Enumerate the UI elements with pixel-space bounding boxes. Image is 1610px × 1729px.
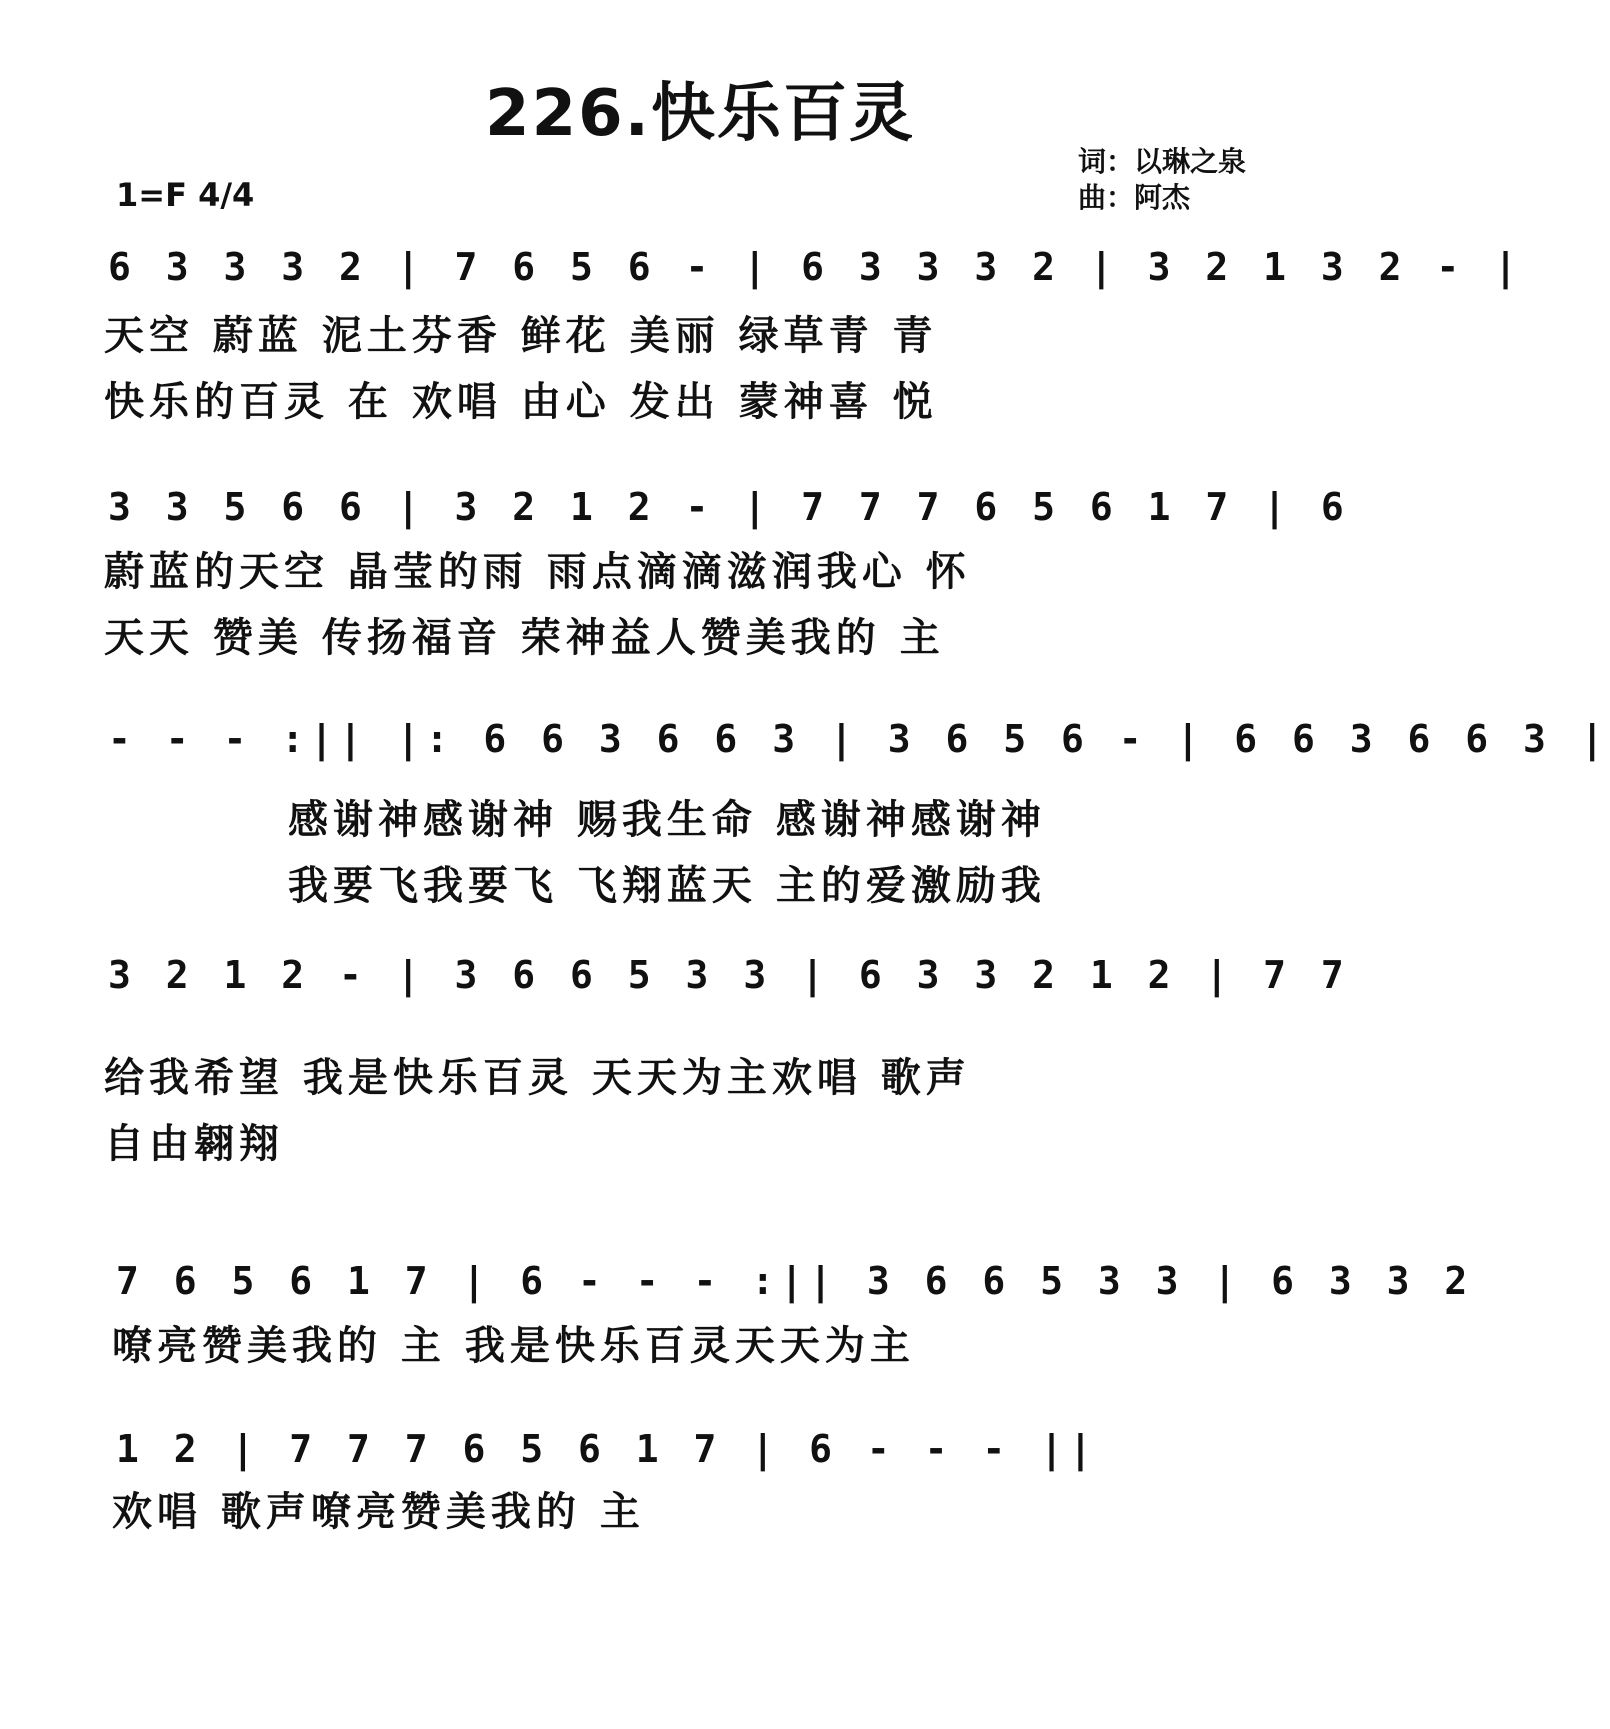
lyric-line: 天天 赞美 传扬福音 荣神益人赞美我的 主 [104, 615, 945, 661]
lyric-line: 我要飞我要飞 飞翔蓝天 主的爱激励我 [288, 863, 1046, 909]
notation-line: 1 2 | 7 7 7 6 5 6 1 7 | 6 - - - || [116, 1427, 1098, 1471]
notation-line: 3 2 1 2 - | 3 6 6 5 3 3 | 6 3 3 2 1 2 | 7 7 [108, 953, 1350, 997]
lyric-line: 嘹亮赞美我的 主 我是快乐百灵天天为主 [112, 1323, 915, 1369]
composer-credit: 曲：阿杰 [1078, 181, 1191, 214]
lyric-line: 快乐的百灵 在 欢唱 由心 发出 蒙神喜 悦 [104, 379, 938, 425]
notation-line: 7 6 5 6 1 7 | 6 - - - :|| 3 6 6 5 3 3 | 6 3 3 2 [116, 1259, 1474, 1303]
key-signature: 1=F 4/4 [116, 176, 255, 214]
lyric-line: 天空 蔚蓝 泥土芬香 鲜花 美丽 绿草青 青 [104, 313, 938, 359]
song-title: 226.快乐百灵 [485, 77, 915, 151]
lyric-line: 给我希望 我是快乐百灵 天天为主欢唱 歌声 [104, 1055, 971, 1101]
notation-line: - - - :|| |: 6 6 3 6 6 3 | 3 6 5 6 - | 6 6 3 6 6 3 | [108, 717, 1610, 761]
lyric-line: 蔚蓝的天空 晶莹的雨 雨点滴滴滋润我心 怀 [104, 549, 971, 595]
lyric-line: 感谢神感谢神 赐我生命 感谢神感谢神 [288, 797, 1046, 843]
notation-line: 6 3 3 3 2 | 7 6 5 6 - | 6 3 3 3 2 | 3 2 1 3 2 - | [108, 245, 1524, 289]
lyricist-credit: 词：以琳之泉 [1078, 145, 1247, 178]
lyric-line: 自由翱翔 [104, 1121, 284, 1167]
lyric-line: 欢唱 歌声嘹亮赞美我的 主 [112, 1489, 645, 1535]
notation-line: 3 3 5 6 6 | 3 2 1 2 - | 7 7 7 6 5 6 1 7 | 6 [108, 485, 1350, 529]
